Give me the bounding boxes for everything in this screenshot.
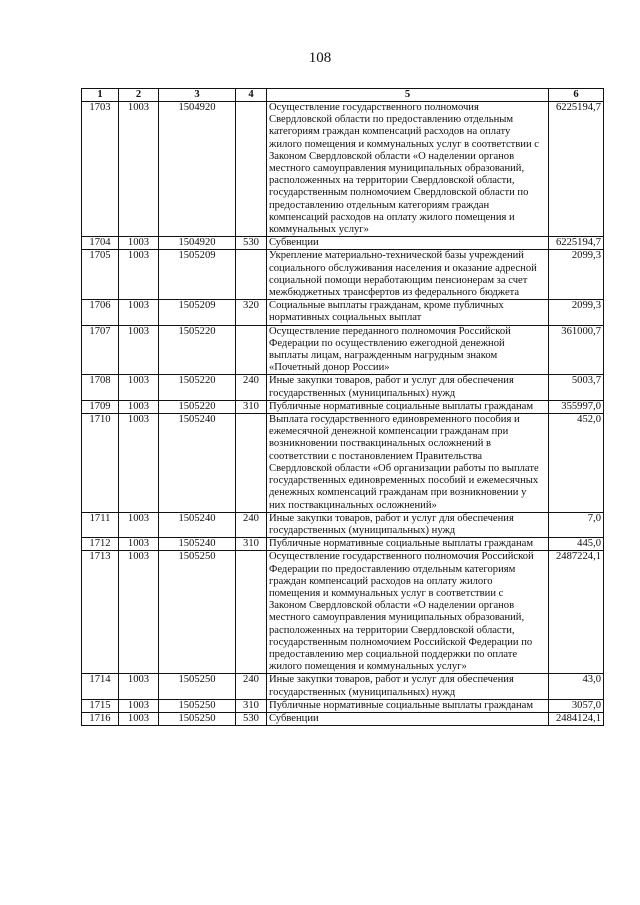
row-number-cell: 1706 — [82, 300, 119, 325]
table-row — [82, 674, 604, 699]
table-row — [82, 237, 604, 250]
description-line: коммунальных услуг» — [269, 224, 369, 236]
section-code-cell: 1003 — [119, 325, 159, 375]
description-line: предоставлению отдельным категориям граждан — [269, 199, 490, 211]
table-row — [82, 414, 604, 513]
table-row — [82, 551, 604, 674]
description-line: Публичные нормативные социальные выплаты гражданам — [269, 400, 534, 412]
target-code-cell: 1505220 — [159, 400, 236, 413]
amount-cell: 2487224,1 — [549, 551, 604, 674]
description-line: Иные закупки товаров, работ и услуг для обеспечения — [269, 375, 514, 387]
description-line: Иные закупки товаров, работ и услуг для обеспечения — [269, 674, 514, 686]
expense-type-cell: 310 — [236, 400, 267, 413]
description-line: «Почетный донор России» — [269, 362, 390, 374]
description-line: межбюджетных трансфертов из федерального бюджета — [269, 287, 520, 299]
target-code-cell: 1505240 — [159, 512, 236, 537]
description-line: Выплата государственного единовременного пособия и — [269, 414, 520, 426]
description-line: соответствии с постановлением Правительства — [269, 450, 483, 462]
expense-type-cell — [236, 102, 267, 237]
description-line: Социальные выплаты гражданам, кроме публичных — [269, 300, 504, 312]
table-row — [82, 300, 604, 325]
description-line: государственных единовременных пособий и ежемесячных — [269, 475, 539, 487]
row-number-cell: 1716 — [82, 712, 119, 725]
amount-cell: 2099,3 — [549, 250, 604, 300]
table-row — [82, 375, 604, 400]
description-line: Федерации по предоставлению отдельным категориям — [269, 563, 516, 575]
description-cell — [267, 375, 549, 400]
column-header: 5 — [267, 89, 549, 102]
table-row — [82, 400, 604, 413]
description-line: Осуществление переданного полномочия Российской — [269, 325, 511, 337]
target-code-cell: 1505220 — [159, 325, 236, 375]
description-line: предоставлению мер социальной поддержки по оплате — [269, 648, 518, 660]
expense-type-cell: 310 — [236, 538, 267, 551]
expense-type-cell: 530 — [236, 237, 267, 250]
expense-type-cell: 240 — [236, 674, 267, 699]
row-number-cell: 1708 — [82, 375, 119, 400]
section-code-cell: 1003 — [119, 414, 159, 513]
description-line: жилого помещения и коммунальных услуг» — [269, 661, 467, 673]
table-body — [82, 102, 604, 726]
description-line: компенсаций расходов на оплату жилого помещения и — [269, 211, 515, 223]
section-code-cell: 1003 — [119, 237, 159, 250]
description-line: Осуществление государственного полномочия Российской — [269, 551, 534, 563]
amount-cell: 2484124,1 — [549, 712, 604, 725]
expense-type-cell — [236, 414, 267, 513]
amount-cell: 5003,7 — [549, 375, 604, 400]
table-header-row — [82, 89, 604, 102]
section-code-cell: 1003 — [119, 375, 159, 400]
description-cell — [267, 512, 549, 537]
description-line: Законом Свердловской области «О наделении органов — [269, 600, 515, 612]
target-code-cell: 1505250 — [159, 551, 236, 674]
row-number-cell: 1710 — [82, 414, 119, 513]
description-line: местного самоуправления муниципальных образований, — [269, 163, 525, 175]
section-code-cell: 1003 — [119, 300, 159, 325]
table-row — [82, 325, 604, 375]
column-header: 2 — [119, 89, 159, 102]
section-code-cell: 1003 — [119, 538, 159, 551]
description-line: расположенных на территории Свердловской области, — [269, 624, 515, 636]
table-row — [82, 712, 604, 725]
expense-type-cell: 310 — [236, 699, 267, 712]
expense-type-cell: 530 — [236, 712, 267, 725]
description-line: возникновении поствакцинальных осложнений в — [269, 438, 492, 450]
section-code-cell: 1003 — [119, 512, 159, 537]
description-line: Осуществление государственного полномочия — [269, 102, 479, 113]
expense-type-cell: 240 — [236, 512, 267, 537]
description-line: помещения и коммунальных услуг в соответствии с — [269, 587, 504, 599]
row-number-cell: 1703 — [82, 102, 119, 237]
description-line: Федерации по осуществлению ежегодной денежной — [269, 337, 505, 349]
description-line: социального обслуживания населения и оказание адресной — [269, 262, 537, 274]
section-code-cell: 1003 — [119, 712, 159, 725]
target-code-cell: 1505209 — [159, 300, 236, 325]
target-code-cell: 1505240 — [159, 538, 236, 551]
section-code-cell: 1003 — [119, 699, 159, 712]
target-code-cell: 1505250 — [159, 699, 236, 712]
description-line: них поствакцинальных осложнений» — [269, 499, 437, 511]
amount-cell: 355997,0 — [549, 400, 604, 413]
target-code-cell: 1505250 — [159, 712, 236, 725]
amount-cell: 43,0 — [549, 674, 604, 699]
column-header: 6 — [549, 89, 604, 102]
section-code-cell: 1003 — [119, 551, 159, 674]
description-line: Субвенции — [269, 712, 319, 724]
section-code-cell: 1003 — [119, 102, 159, 237]
row-number-cell: 1707 — [82, 325, 119, 375]
target-code-cell: 1505240 — [159, 414, 236, 513]
description-line: денежных компенсаций гражданам при возникновении у — [269, 487, 527, 499]
column-header: 4 — [236, 89, 267, 102]
description-line: Публичные нормативные социальные выплаты гражданам — [269, 699, 534, 711]
description-line: государственных (муниципальных) нужд — [269, 387, 456, 399]
table-row — [82, 512, 604, 537]
description-line: государственным полномочием Российской Федерации по — [269, 636, 533, 648]
column-header: 1 — [82, 89, 119, 102]
description-line: Иные закупки товаров, работ и услуг для обеспечения — [269, 512, 514, 524]
row-number-cell: 1715 — [82, 699, 119, 712]
page-number: 108 — [308, 50, 332, 66]
target-code-cell: 1504920 — [159, 237, 236, 250]
target-code-cell: 1505220 — [159, 375, 236, 400]
description-cell — [267, 699, 549, 712]
row-number-cell: 1704 — [82, 237, 119, 250]
amount-cell: 6225194,7 — [549, 102, 604, 237]
amount-cell: 6225194,7 — [549, 237, 604, 250]
description-line: Свердловской области по предоставлению отдельным — [269, 114, 514, 126]
amount-cell: 361000,7 — [549, 325, 604, 375]
table-row — [82, 250, 604, 300]
expense-type-cell — [236, 325, 267, 375]
description-cell — [267, 237, 549, 250]
budget-table — [81, 88, 604, 726]
expense-type-cell — [236, 250, 267, 300]
section-code-cell: 1003 — [119, 674, 159, 699]
row-number-cell: 1712 — [82, 538, 119, 551]
table-row — [82, 102, 604, 237]
section-code-cell: 1003 — [119, 250, 159, 300]
amount-cell: 2099,3 — [549, 300, 604, 325]
description-cell — [267, 674, 549, 699]
description-line: государственным полномочием Свердловской области по — [269, 187, 529, 199]
description-cell — [267, 712, 549, 725]
row-number-cell: 1714 — [82, 674, 119, 699]
description-line: жилого помещения и коммунальных услуг в соответствии с — [269, 138, 539, 150]
amount-cell: 3057,0 — [549, 699, 604, 712]
description-cell — [267, 325, 549, 375]
row-number-cell: 1713 — [82, 551, 119, 674]
column-header: 3 — [159, 89, 236, 102]
expense-type-cell — [236, 551, 267, 674]
description-line: категориям граждан компенсаций расходов на оплату — [269, 126, 511, 138]
description-line: государственных (муниципальных) нужд — [269, 686, 456, 698]
row-number-cell: 1711 — [82, 512, 119, 537]
description-cell — [267, 300, 549, 325]
description-cell — [267, 400, 549, 413]
target-code-cell: 1504920 — [159, 102, 236, 237]
description-line: нормативных социальных выплат — [269, 312, 422, 324]
target-code-cell: 1505209 — [159, 250, 236, 300]
expense-type-cell: 240 — [236, 375, 267, 400]
description-line: Субвенции — [269, 237, 319, 249]
description-line: Публичные нормативные социальные выплаты гражданам — [269, 538, 534, 550]
description-line: Свердловской области «Об организации работы по выплате — [269, 462, 539, 474]
description-line: Укрепление материально-технической базы учреждений — [269, 250, 524, 262]
target-code-cell: 1505250 — [159, 674, 236, 699]
description-line: государственных (муниципальных) нужд — [269, 524, 456, 536]
description-cell — [267, 538, 549, 551]
description-line: граждан компенсаций расходов на оплату жилого — [269, 575, 493, 587]
description-cell — [267, 250, 549, 300]
amount-cell: 452,0 — [549, 414, 604, 513]
description-cell — [267, 414, 549, 513]
section-code-cell: 1003 — [119, 400, 159, 413]
description-cell — [267, 551, 549, 674]
amount-cell: 445,0 — [549, 538, 604, 551]
description-line: Законом Свердловской области «О наделении органов — [269, 150, 515, 162]
description-line: ежемесячной денежной компенсации гражданам при — [269, 426, 509, 438]
row-number-cell: 1709 — [82, 400, 119, 413]
amount-cell: 7,0 — [549, 512, 604, 537]
description-line: местного самоуправления муниципальных образований, — [269, 612, 525, 624]
description-cell — [267, 102, 549, 237]
table-row — [82, 538, 604, 551]
description-line: расположенных на территории Свердловской области, — [269, 175, 515, 187]
description-line: выплаты лицам, награжденным нагрудным знаком — [269, 350, 498, 362]
row-number-cell: 1705 — [82, 250, 119, 300]
description-line: социальной помощи неработающим пенсионерам за счет — [269, 274, 528, 286]
table-row — [82, 699, 604, 712]
expense-type-cell: 320 — [236, 300, 267, 325]
